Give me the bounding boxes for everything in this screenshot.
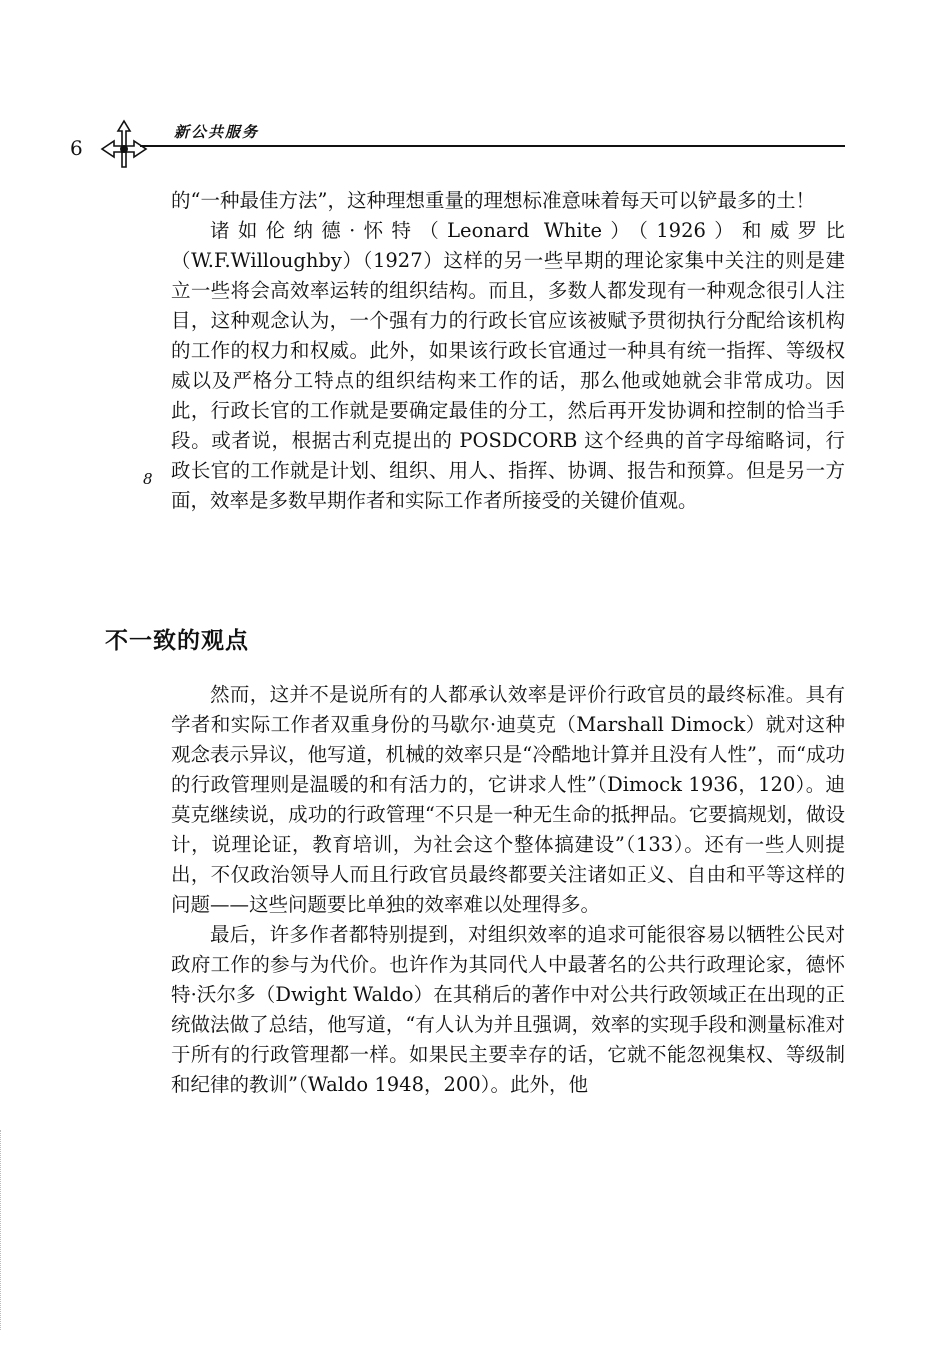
page-header (0, 115, 951, 175)
continuation-paragraph: 的“一种最佳方法”，这种理想重量的理想标准意味着每天可以铲最多的土！ (171, 189, 815, 212)
paragraph-white-willoughby: 诸如伦纳德·怀特（Leonard White）（1926）和威罗比（W.F.Willoughby）（1927）这样的另一些早期的理论家集中关注的则是建立一些将会高效率运转的组织结构。而且，多数人都发现有一种观念很引人注目，这种观念认为，一个强有力的行政长官应该被赋予贯彻执行分配给该机构的工作的权力和权威。此外，如果该行政长官通过一种具有统一指挥、等级权威以及严格分工特点的组织结构来工作的话，那么他或她就会非常成功。因此，行政长官的工作就是要确定最佳的分工，然后再开发协调和控制的恰当手段。或者说，根据古利克提出的 POSDCORB 这个经典的首字母缩略词，行政长官的工作就是计划、组织、用人、指挥、协调、报告和预算。但是另一方面，效率是多数早期作者和实际工作者所接受的关键价值观。 (171, 219, 845, 512)
margin-page-note: 8 (143, 470, 153, 488)
page-number: 6 (70, 136, 83, 160)
running-title: 新公共服务 (174, 123, 260, 141)
paragraph-waldo: 最后，许多作者都特别提到，对组织效率的追求可能很容易以牺牲公民对政府工作的参与为代价。也许作为其同代人中最著名的公共行政理论家，德怀特·沃尔多（Dwight Waldo）在其稍后的著作中对公共行政领域正在出现的正统做法做了总结，他写道，“有人认为并且强调，效率的实现手段和测量标准对于所有的行政管理都一样。如果民主要幸存的话，它就不能忽视集权、等级制和纪律的教训”（Waldo 1948，200）。此外，他 (171, 923, 845, 1096)
text-block-section (171, 680, 845, 1100)
header-rule (140, 145, 845, 147)
paragraph-dimock: 然而，这并不是说所有的人都承认效率是评价行政官员的最终标准。具有学者和实际工作者双重身份的马歇尔·迪莫克（Marshall Dimock）就对这种观念表示异议，他写道，机械的效率只是“冷酷地计算并且没有人性”，而“成功的行政管理则是温暖的和有活力的，它讲求人性”（Dimock 1936，120）。迪莫克继续说，成功的行政管理“不只是一种无生命的抵押品。它要搞规划，做设计，说理论证，教育培训，为社会这个整体搞建设”（133）。还有一些人则提出，不仅政治领导人而且行政官员最终都要关注诸如正义、自由和平等这样的问题——这些问题要比单独的效率难以处理得多。 (171, 683, 845, 916)
scan-edge-marks (0, 1130, 5, 1330)
section-heading: 不一致的观点 (105, 628, 249, 654)
text-block-top (171, 186, 845, 516)
